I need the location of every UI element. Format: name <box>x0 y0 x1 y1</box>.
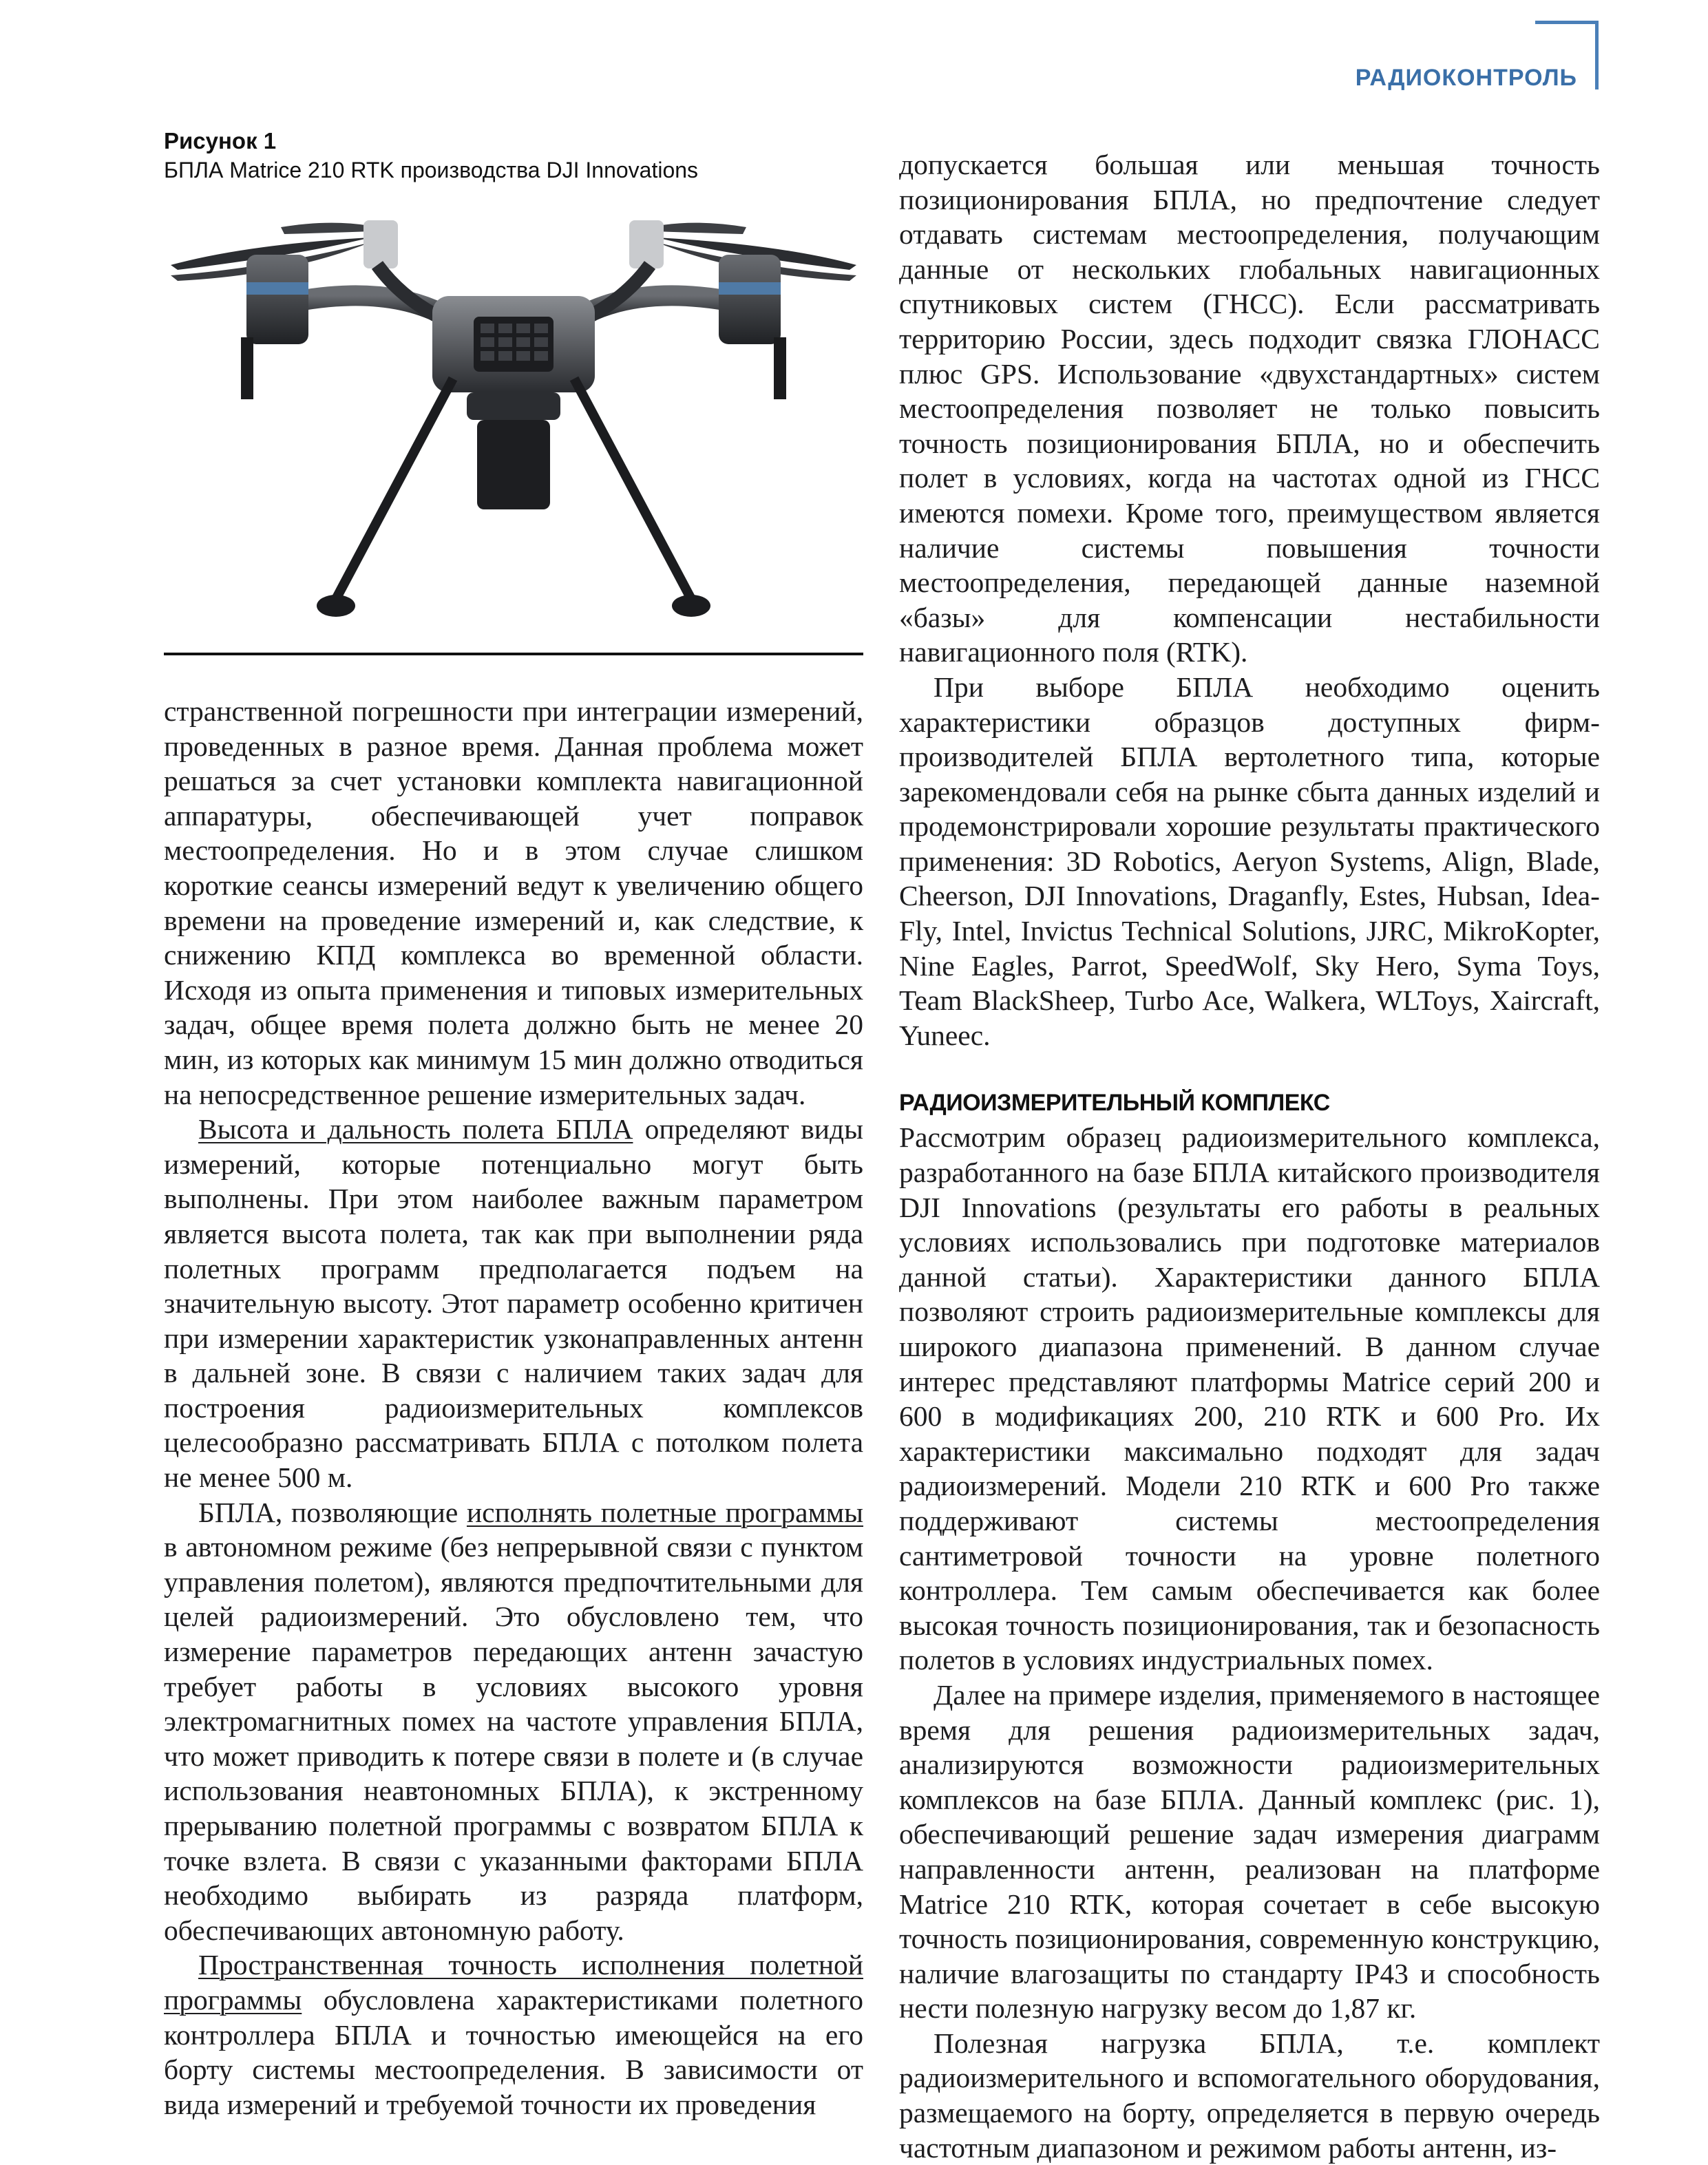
section-heading: РАДИОИЗМЕРИТЕЛЬНЫЙ КОМПЛЕКС <box>899 1090 1330 1117</box>
motor-right <box>719 255 786 399</box>
drone-image <box>164 200 863 626</box>
paragraph: Рассмотрим образец радиоизмерительного комплекса, разработанного на базе БПЛА китайского производителя DJI Innovations (результаты его работы в реальных условиях использовались при подготовке материалов данной статьи). Характеристики данного БПЛА позволяют строить радиоизмерительные комплексы для широкого диапазона применений. В данном случае интерес представляют платформы Matrice серий 200 и 600 в модификациях 200, 210 RTK и 600 Pro. Их характеристики максимально подходят для задач радиоизмерений. Модели 210 RTK и 600 Pro также поддерживают системы местоопределения сантиметровой точности на уровне полетного контроллера. Тем самым обеспечивается как более высокая точность позиционирования, так и безопасность полетов в условиях индустриальных помех. <box>899 1121 1600 1676</box>
corner-mark-vertical <box>1595 21 1599 89</box>
corner-mark-horizontal <box>1535 21 1599 24</box>
paragraph: допускается большая или меньшая точность позиционирования БПЛА, но предпочтение следует отдавать системам местоопределения, получающим данные от нескольких глобальных навигационных спутниковых систем (ГНСС). Если рассматривать территорию России, здесь подходит связка ГЛОНАСС плюс GPS. Использование «двухстандартных» систем местоопределения позволяет не только повысить точность позиционирования БПЛА, но и обеспечить полет в условиях, когда на частотах одной из ГНСС имеются помехи. Кроме того, преимуществом является наличие системы повышения точности местоопределения, передающей данные наземной «базы» для компенсации нестабильности навигационного поля (RTK). <box>899 149 1600 668</box>
motor-left <box>241 255 308 399</box>
paragraph: Далее на примере изделия, применяемого в настоящее время для решения радиоизмерительных задач, анализируются возможности радиоизмерительных комплексов на базе БПЛА. Данный комплекс (рис. 1), обеспечивающий решение задач измерения диаграмм направленности антенн, реализован на платформе Matrice 210 RTK, которая сочетает в себе высокую точность позиционирования, современную конструкцию, наличие влагозащиты по стандарту IP43 и способность нести полезную нагрузку весом до 1,87 кг. <box>899 1678 1600 2025</box>
figure-divider <box>164 653 863 655</box>
figure-title: Рисунок 1 <box>164 128 277 154</box>
underlined-term: Пространственная точность исполнения полетной программы <box>164 1949 863 2016</box>
left-column <box>164 694 863 2122</box>
paragraph: странственной погрешности при интеграции измерений, проведенных в разное время. Данная проблема может решаться за счет установки комплекта навигационной аппаратуры, обеспечивающей учет поправок местоопределения. Но и в этом случае слишком короткие сеансы измерений ведут к увеличению общего времени на проведение измерений и, как следствие, к снижению КПД комплекса во временной области. Исходя из опыта применения и типовых измерительных задач, общее время полета должно быть не менее 20 мин, из которых как минимум 15 мин должно отводиться на непосредственное решение измерительных задач. <box>164 695 863 1110</box>
figure-caption <box>164 127 866 184</box>
paragraph: При выборе БПЛА необходимо оценить характеристики образцов доступных фирм-производителей БПЛА вертолетного типа, которые зарекомендовали себя на рынке сбыта данных изделий и продемонстрировали хорошие результаты практического применения: 3D Robotics, Aeryon Systems, Align, Blade, Cheerson, DJI Innovations, Draganfly, Estes, Hubsan, Idea-Fly, Intel, Invictus Technical Solutions, JJRC, MikroKopter, Nine Eagles, Parrot, SpeedWolf, Sky Hero, Syma Toys, Team BlackSheep, Turbo Ace, Walkera, WLToys, Xaircraft, Yuneec. <box>899 670 1600 1051</box>
right-column <box>899 147 1600 2165</box>
section-label: РАДИОКОНТРОЛЬ <box>1355 65 1577 91</box>
paragraph: Пространственная точность исполнения полетной программы обусловлена характеристиками полетного контроллера БПЛА и точностью имеющейся на его борту системы местоопределения. В зависимости от вида измерений и требуемой точности их проведения <box>164 1949 863 2120</box>
underlined-term: Высота и дальность полета БПЛА <box>198 1113 633 1145</box>
underlined-term: исполнять полетные программы <box>466 1496 863 1528</box>
figure-caption-text: БПЛА Matrice 210 RTK производства DJI Innovations <box>164 158 699 182</box>
paragraph: Высота и дальность полета БПЛА определяют виды измерений, которые потенциально могут быть выполнены. При этом наиболее важным параметром является высота полета, так как при выполнении ряда полетных программ предполагается подъем на значительную высоту. Этот параметр особенно критичен при измерении характеристик узконаправленных антенн в дальней зоне. В связи с наличием таких задач для построения радиоизмерительных комплексов целесообразно рассматривать БПЛА с потолком полета не менее 500 м. <box>164 1113 863 1494</box>
paragraph: БПЛА, позволяющие исполнять полетные программы в автономном режиме (без непрерывной связи с пунктом управления полетом), являются предпочтительными для целей радиоизмерений. Это обусловлено тем, что измерение параметров передающих антенн зачастую требует работы в условиях высокого уровня электромагнитных помех на частоте управления БПЛА, что может приводить к потере связи в полете и (в случае использования неавтономных БПЛА), к экстренному прерыванию полетной программы с возвратом БПЛА к точке взлета. В связи с указанными факторами БПЛА необходимо выбирать из разряда платформ, обеспечивающих автономную работу. <box>164 1496 863 1946</box>
paragraph: Полезная нагрузка БПЛА, т.е. комплект радиоизмерительного и вспомогательного оборудования, размещаемого на борту, определяется в первую очередь частотным диапазоном и режимом работы антенн, из- <box>899 2027 1600 2164</box>
